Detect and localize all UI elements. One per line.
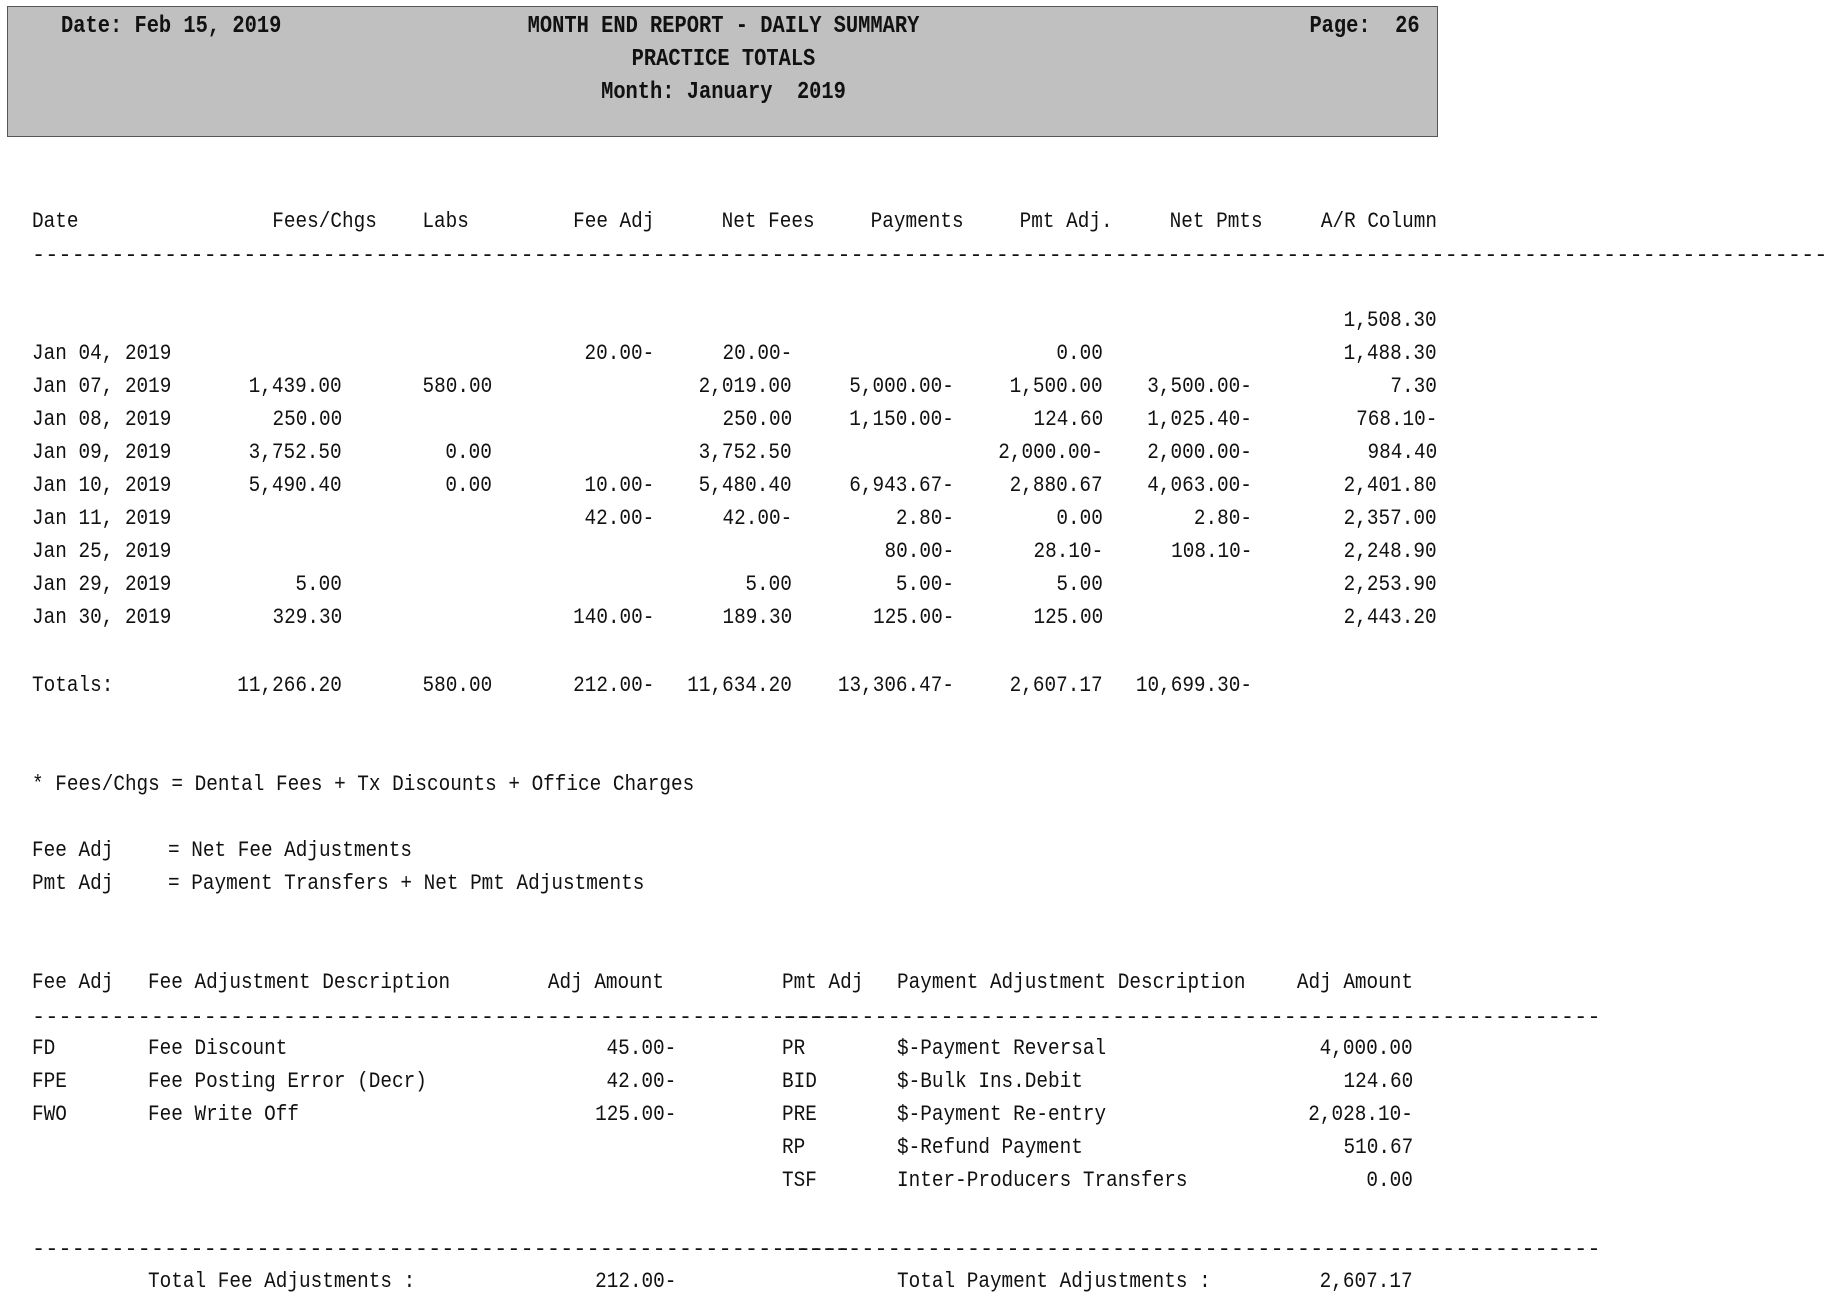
totals-labs: 580.00 (422, 673, 492, 698)
row-cell-pmt-adj: 0.00 (1056, 341, 1103, 366)
row-cell-payments: 1,150.00- (849, 407, 954, 432)
fee-adj-item-code: FWO (32, 1102, 67, 1127)
fee-adj-item-amount: 45.00- (606, 1036, 676, 1061)
row-cell-date: Jan 09, 2019 (32, 440, 172, 465)
pmt-adj-item-code: PRE (782, 1102, 817, 1127)
totals-pmt-adj: 2,607.17 (1010, 673, 1103, 698)
fee-adj-header-code: Fee Adj (32, 970, 114, 995)
pmt-adj-header-description: Payment Adjustment Description (897, 970, 1246, 995)
totals-date: Totals: (32, 673, 114, 698)
column-header-net-pmts: Net Pmts (1170, 209, 1263, 234)
row-cell-ar-column: 2,253.90 (1344, 572, 1437, 597)
pmt-adj-item-desc: $-Payment Re-entry (897, 1102, 1107, 1127)
fee-adj-item-desc: Fee Discount (148, 1036, 288, 1061)
totals-fee-adj: 212.00- (572, 673, 654, 698)
row-cell-fees-chgs: 5.00 (295, 572, 342, 597)
header-divider: ---------------------------------------------------------------------------------------------------------------------------------------- (32, 243, 1828, 268)
fee-adj-header-description: Fee Adjustment Description (148, 970, 451, 995)
column-header-pmt-adj: Pmt Adj. (1020, 209, 1113, 234)
fee-adj-total-value: 212.00- (594, 1269, 676, 1294)
report-title: MONTH END REPORT - DAILY SUMMARY (527, 13, 920, 40)
pmt-adj-item-amount: 510.67 (1343, 1135, 1413, 1160)
row-cell-date: Jan 04, 2019 (32, 341, 172, 366)
row-cell-net-pmts: 108.10- (1170, 539, 1252, 564)
row-cell-net-fees: 5,480.40 (699, 473, 792, 498)
row-cell-net-pmts: 4,063.00- (1147, 473, 1252, 498)
row-cell-fee-adj: 20.00- (584, 341, 654, 366)
row-cell-date: Jan 25, 2019 (32, 539, 172, 564)
row-cell-net-fees: 42.00- (722, 506, 792, 531)
report-page: Page: 26 (1309, 13, 1420, 40)
fee-adj-divider: -------------------------------------------------------------- (32, 1005, 851, 1030)
column-header-labs: Labs (422, 209, 469, 234)
row-cell-pmt-adj: 5.00 (1056, 572, 1103, 597)
row-cell-fees-chgs: 5,490.40 (249, 473, 342, 498)
report-subtitle: PRACTICE TOTALS (631, 46, 816, 73)
row-cell-ar-column: 2,401.80 (1344, 473, 1437, 498)
column-header-date: Date (32, 209, 79, 234)
column-header-fee-adj: Fee Adj (572, 209, 654, 234)
report-month: Month: January 2019 (601, 79, 846, 106)
row-cell-date: Jan 10, 2019 (32, 473, 172, 498)
row-cell-payments: 80.00- (884, 539, 954, 564)
row-cell-fees-chgs: 329.30 (272, 605, 342, 630)
pmt-adj-item-desc: Inter-Producers Transfers (897, 1168, 1188, 1193)
pmt-adj-total-value: 2,607.17 (1320, 1269, 1413, 1294)
row-cell-net-pmts: 2,000.00- (1147, 440, 1252, 465)
totals-net-pmts: 10,699.30- (1135, 673, 1252, 698)
row-cell-pmt-adj: 124.60 (1033, 407, 1103, 432)
row-cell-pmt-adj: 1,500.00 (1010, 374, 1103, 399)
pmt-adj-item-code: TSF (782, 1168, 817, 1193)
row-cell-pmt-adj: 0.00 (1056, 506, 1103, 531)
note-fee-adj-label: Fee Adj (32, 838, 114, 863)
pmt-adj-item-amount: 124.60 (1343, 1069, 1413, 1094)
row-cell-date: Jan 29, 2019 (32, 572, 172, 597)
row-cell-labs: 0.00 (445, 473, 492, 498)
row-cell-net-fees: 3,752.50 (699, 440, 792, 465)
row-cell-fees-chgs: 3,752.50 (249, 440, 342, 465)
row-cell-ar-column: 984.40 (1367, 440, 1437, 465)
row-cell-net-fees: 2,019.00 (699, 374, 792, 399)
pmt-adj-item-code: BID (782, 1069, 817, 1094)
pmt-adj-total-divider: -------------------------------------------------------------- (782, 1237, 1601, 1262)
note-pmt-adj-definition: = Payment Transfers + Net Pmt Adjustments (168, 871, 645, 896)
row-cell-net-fees: 5.00 (745, 572, 792, 597)
column-header-fees-chgs: Fees/Chgs (272, 209, 377, 234)
pmt-adj-total-label: Total Payment Adjustments : (897, 1269, 1211, 1294)
row-cell-ar-column: 2,443.20 (1344, 605, 1437, 630)
row-cell-payments: 6,943.67- (849, 473, 954, 498)
column-header-ar-column: A/R Column (1320, 209, 1437, 234)
row-cell-pmt-adj: 2,880.67 (1010, 473, 1103, 498)
row-cell-fees-chgs: 1,439.00 (249, 374, 342, 399)
row-cell-labs: 0.00 (445, 440, 492, 465)
pmt-adj-item-desc: $-Bulk Ins.Debit (897, 1069, 1083, 1094)
totals-net-fees: 11,634.20 (687, 673, 792, 698)
pmt-adj-item-desc: $-Payment Reversal (897, 1036, 1107, 1061)
pmt-adj-item-amount: 0.00 (1366, 1168, 1413, 1193)
pmt-adj-item-code: RP (782, 1135, 806, 1160)
row-cell-payments: 2.80- (895, 506, 954, 531)
row-cell-date: Jan 30, 2019 (32, 605, 172, 630)
pmt-adj-item-amount: 2,028.10- (1308, 1102, 1413, 1127)
totals-payments: 13,306.47- (837, 673, 954, 698)
row-cell-payments: 5.00- (895, 572, 954, 597)
row-cell-net-pmts: 1,025.40- (1147, 407, 1252, 432)
pmt-adj-item-desc: $-Refund Payment (897, 1135, 1083, 1160)
row-cell-ar-column: 1,488.30 (1344, 341, 1437, 366)
pmt-adj-item-amount: 4,000.00 (1320, 1036, 1413, 1061)
row-cell-date: Jan 11, 2019 (32, 506, 172, 531)
row-cell-pmt-adj: 125.00 (1033, 605, 1103, 630)
fee-adj-header-amount: Adj Amount (547, 970, 664, 995)
report-header (7, 6, 1438, 137)
row-cell-net-fees: 20.00- (722, 341, 792, 366)
row-cell-fee-adj: 140.00- (572, 605, 654, 630)
fee-adj-total-divider: -------------------------------------------------------------- (32, 1237, 851, 1262)
report-date: Date: Feb 15, 2019 (61, 13, 282, 40)
row-cell-pmt-adj: 28.10- (1033, 539, 1103, 564)
note-pmt-adj-label: Pmt Adj (32, 871, 114, 896)
fee-adj-item-desc: Fee Posting Error (Decr) (148, 1069, 427, 1094)
fee-adj-item-desc: Fee Write Off (148, 1102, 300, 1127)
row-cell-labs: 580.00 (422, 374, 492, 399)
row-cell-ar-column: 768.10- (1355, 407, 1437, 432)
totals-fees-chgs: 11,266.20 (237, 673, 342, 698)
row-cell-payments: 5,000.00- (849, 374, 954, 399)
pmt-adj-header-code: Pmt Adj (782, 970, 864, 995)
fee-adj-item-code: FPE (32, 1069, 67, 1094)
pmt-adj-divider: -------------------------------------------------------------- (782, 1005, 1601, 1030)
fee-adj-total-label: Total Fee Adjustments : (148, 1269, 416, 1294)
note-fee-adj-definition: = Net Fee Adjustments (168, 838, 412, 863)
row-cell-date: Jan 07, 2019 (32, 374, 172, 399)
row-cell-ar-column: 7.30 (1390, 374, 1437, 399)
opening-ar-balance: 1,508.30 (1344, 308, 1437, 333)
column-header-net-fees: Net Fees (722, 209, 815, 234)
row-cell-net-fees: 189.30 (722, 605, 792, 630)
row-cell-ar-column: 2,248.90 (1344, 539, 1437, 564)
pmt-adj-header-amount: Adj Amount (1296, 970, 1413, 995)
column-header-payments: Payments (871, 209, 964, 234)
note-fees-chgs: * Fees/Chgs = Dental Fees + Tx Discounts + Office Charges (32, 772, 695, 797)
row-cell-fee-adj: 10.00- (584, 473, 654, 498)
pmt-adj-item-code: PR (782, 1036, 806, 1061)
fee-adj-item-amount: 42.00- (606, 1069, 676, 1094)
row-cell-ar-column: 2,357.00 (1344, 506, 1437, 531)
row-cell-fees-chgs: 250.00 (272, 407, 342, 432)
row-cell-payments: 125.00- (872, 605, 954, 630)
fee-adj-item-amount: 125.00- (594, 1102, 676, 1127)
row-cell-net-pmts: 2.80- (1193, 506, 1252, 531)
row-cell-pmt-adj: 2,000.00- (998, 440, 1103, 465)
row-cell-net-fees: 250.00 (722, 407, 792, 432)
fee-adj-item-code: FD (32, 1036, 56, 1061)
row-cell-fee-adj: 42.00- (584, 506, 654, 531)
row-cell-date: Jan 08, 2019 (32, 407, 172, 432)
row-cell-net-pmts: 3,500.00- (1147, 374, 1252, 399)
